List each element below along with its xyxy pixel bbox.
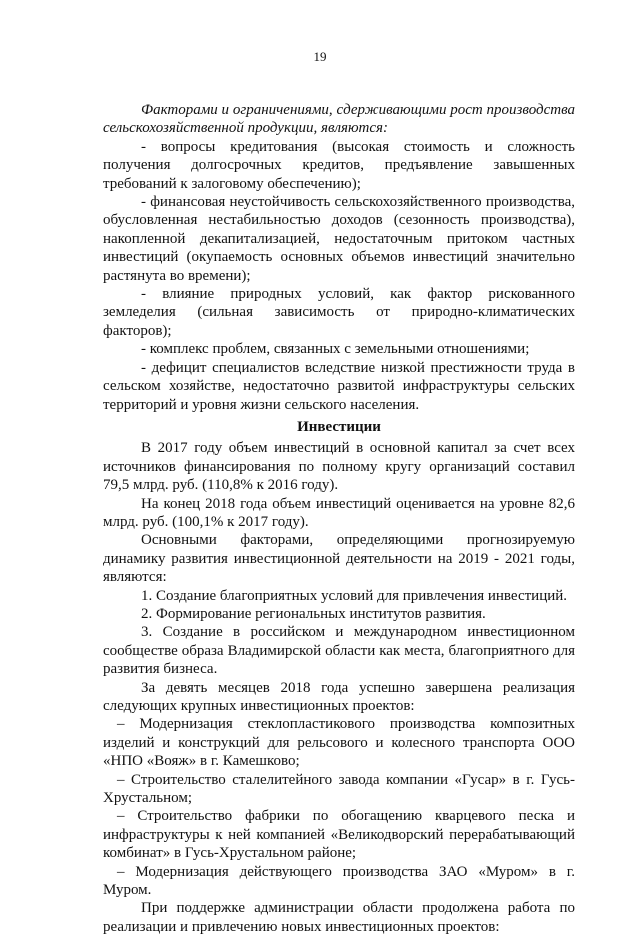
closing-paragraph: При поддержке администрации области продолжена работа по реализации и привлечению новых инвестиционных проектов: (103, 900, 575, 935)
page-content (103, 101, 575, 936)
factor-item: - влияние природных условий, как фактор рискованного земледелия (сильная зависимость от природно-климатических факторов); (103, 286, 575, 339)
numbered-item: 3. Создание в российском и международном инвестиционном сообществе образа Владимирской области как места, благоприятного для развития бизнеса. (103, 624, 575, 678)
factor-item: - вопросы кредитования (высокая стоимость и сложность получения долгосрочных кредитов, предъявление завышенных требований к залоговому обеспечению); (103, 138, 575, 192)
project-item: – Строительство фабрики по обогащению кварцевого песка и инфраструктуры к ней компанией «Великодворский перерабатывающий комбинат» в Гусь-Хрустальном районе; (103, 808, 575, 862)
paragraph: В 2017 году объем инвестиций в основной капитал за счет всех источников финансирования по полному кругу организаций составил 79,5 млрд. руб. (110,8% к 2016 году). (103, 440, 575, 494)
page-number: 19 (313, 49, 327, 64)
factors-intro: Факторами и ограничениями, сдерживающими рост производства сельскохозяйственной продукции, являются: (103, 102, 575, 137)
section-heading-investments: Инвестиции (297, 418, 381, 435)
numbered-item: 2. Формирование региональных институтов развития. (141, 605, 486, 622)
paragraph: Основными факторами, определяющими прогнозируемую динамику развития инвестиционной деятельности на 2019 - 2021 годы, являются: (103, 532, 575, 586)
projects-intro: За девять месяцев 2018 года успешно завершена реализация следующих крупных инвестиционных проектов: (103, 679, 575, 714)
paragraph: На конец 2018 года объем инвестиций оценивается на уровне 82,6 млрд. руб. (100,1% к 2017 году). (103, 495, 575, 530)
factor-item: - дефицит специалистов вследствие низкой престижности труда в сельском хозяйстве, недостаточно развитой инфраструктуры сельских территорий и уровня жизни сельского населения. (103, 359, 575, 413)
numbered-item: 1. Создание благоприятных условий для привлечения инвестиций. (141, 587, 568, 604)
project-item: – Модернизация действующего производства ЗАО «Муром» в г. Муром. (103, 863, 575, 899)
project-item: – Модернизация стеклопластикового производства композитных изделий и конструкций для рельсового и колесного транспорта ООО «НПО «Вояж» в г. Камешково; (103, 716, 575, 770)
project-item: – Строительство сталелитейного завода компании «Гусар» в г. Гусь-Хрустальном; (103, 771, 575, 807)
factor-item: - комплекс проблем, связанных с земельными отношениями; (141, 341, 530, 358)
factor-item: - финансовая неустойчивость сельскохозяйственного производства, обусловленная нестабильностью доходов (сезонность производства), накопленной декапитализацией, недостаточным притоком частных инвестиций (окупаемость основных объемов инвестиций значительно растянута во времени); (103, 194, 575, 284)
